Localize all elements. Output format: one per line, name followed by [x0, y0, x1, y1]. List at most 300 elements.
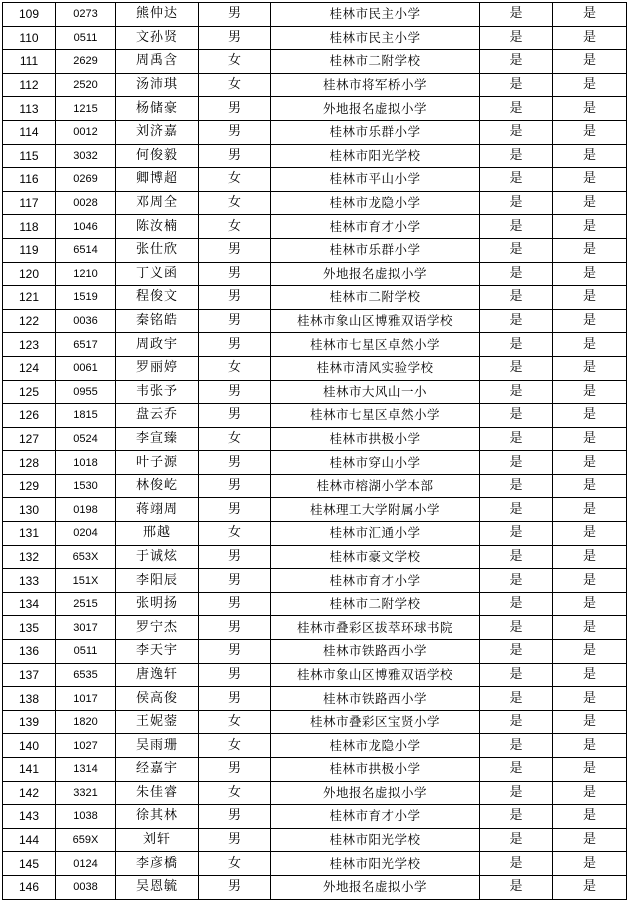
cell-id-code: 3321 — [56, 781, 116, 805]
cell-flag-2: 是 — [553, 3, 627, 27]
cell-gender: 男 — [199, 3, 271, 27]
cell-number: 141 — [3, 758, 56, 782]
cell-flag-1: 是 — [480, 380, 553, 404]
cell-school: 桂林市铁路西小学 — [271, 687, 480, 711]
cell-school: 桂林市乐群小学 — [271, 238, 480, 262]
cell-flag-2: 是 — [553, 852, 627, 876]
cell-flag-1: 是 — [480, 262, 553, 286]
cell-school: 外地报名虚拟小学 — [271, 781, 480, 805]
table-row — [3, 498, 627, 522]
cell-gender: 女 — [199, 168, 271, 192]
cell-number: 138 — [3, 687, 56, 711]
cell-id-code: 653X — [56, 545, 116, 569]
cell-id-code: 0511 — [56, 640, 116, 664]
cell-flag-1: 是 — [480, 451, 553, 475]
cell-number: 128 — [3, 451, 56, 475]
cell-student-name: 程俊文 — [116, 286, 199, 310]
cell-flag-2: 是 — [553, 474, 627, 498]
cell-student-name: 刘济嘉 — [116, 120, 199, 144]
cell-number: 114 — [3, 120, 56, 144]
table-row — [3, 50, 627, 74]
table-row — [3, 734, 627, 758]
cell-id-code: 1815 — [56, 404, 116, 428]
cell-id-code: 1530 — [56, 474, 116, 498]
cell-gender: 女 — [199, 710, 271, 734]
cell-flag-2: 是 — [553, 380, 627, 404]
cell-id-code: 3017 — [56, 616, 116, 640]
cell-flag-2: 是 — [553, 687, 627, 711]
cell-number: 139 — [3, 710, 56, 734]
cell-student-name: 徐其林 — [116, 805, 199, 829]
table-row — [3, 73, 627, 97]
cell-number: 126 — [3, 404, 56, 428]
cell-gender: 男 — [199, 380, 271, 404]
cell-flag-2: 是 — [553, 758, 627, 782]
cell-id-code: 0204 — [56, 522, 116, 546]
cell-number: 112 — [3, 73, 56, 97]
cell-school: 桂林市民主小学 — [271, 26, 480, 50]
cell-flag-2: 是 — [553, 710, 627, 734]
cell-flag-2: 是 — [553, 569, 627, 593]
cell-flag-1: 是 — [480, 3, 553, 27]
cell-number: 133 — [3, 569, 56, 593]
cell-school: 桂林市阳光学校 — [271, 828, 480, 852]
cell-number: 116 — [3, 168, 56, 192]
cell-flag-1: 是 — [480, 309, 553, 333]
cell-student-name: 吴雨珊 — [116, 734, 199, 758]
cell-flag-2: 是 — [553, 663, 627, 687]
cell-id-code: 1018 — [56, 451, 116, 475]
cell-gender: 男 — [199, 309, 271, 333]
cell-student-name: 林俊屹 — [116, 474, 199, 498]
cell-gender: 女 — [199, 522, 271, 546]
cell-school: 桂林市龙隐小学 — [271, 734, 480, 758]
cell-id-code: 0061 — [56, 356, 116, 380]
cell-gender: 男 — [199, 286, 271, 310]
cell-student-name: 蒋翊周 — [116, 498, 199, 522]
cell-flag-2: 是 — [553, 215, 627, 239]
cell-gender: 女 — [199, 215, 271, 239]
cell-student-name: 朱佳睿 — [116, 781, 199, 805]
cell-gender: 男 — [199, 262, 271, 286]
cell-id-code: 0524 — [56, 427, 116, 451]
cell-flag-2: 是 — [553, 120, 627, 144]
cell-gender: 男 — [199, 805, 271, 829]
cell-id-code: 0269 — [56, 168, 116, 192]
cell-number: 142 — [3, 781, 56, 805]
table-row — [3, 380, 627, 404]
cell-id-code: 1314 — [56, 758, 116, 782]
cell-flag-1: 是 — [480, 474, 553, 498]
table-row — [3, 3, 627, 27]
cell-flag-2: 是 — [553, 144, 627, 168]
table-row — [3, 309, 627, 333]
cell-student-name: 盘云乔 — [116, 404, 199, 428]
cell-student-name: 邢越 — [116, 522, 199, 546]
cell-number: 127 — [3, 427, 56, 451]
cell-number: 123 — [3, 333, 56, 357]
cell-gender: 男 — [199, 474, 271, 498]
cell-flag-2: 是 — [553, 781, 627, 805]
cell-number: 118 — [3, 215, 56, 239]
cell-school: 桂林市乐群小学 — [271, 120, 480, 144]
cell-flag-1: 是 — [480, 875, 553, 899]
cell-school: 桂林市阳光学校 — [271, 144, 480, 168]
cell-flag-1: 是 — [480, 404, 553, 428]
cell-flag-1: 是 — [480, 73, 553, 97]
table-row — [3, 569, 627, 593]
cell-school: 桂林市拱极小学 — [271, 758, 480, 782]
cell-school: 桂林市叠彩区拔萃环球书院 — [271, 616, 480, 640]
cell-student-name: 汤沛琪 — [116, 73, 199, 97]
cell-flag-1: 是 — [480, 592, 553, 616]
cell-student-name: 丁义函 — [116, 262, 199, 286]
cell-student-name: 叶子源 — [116, 451, 199, 475]
cell-number: 121 — [3, 286, 56, 310]
cell-flag-1: 是 — [480, 522, 553, 546]
cell-id-code: 0028 — [56, 191, 116, 215]
cell-gender: 男 — [199, 545, 271, 569]
cell-student-name: 韦张予 — [116, 380, 199, 404]
cell-flag-2: 是 — [553, 640, 627, 664]
cell-flag-1: 是 — [480, 286, 553, 310]
cell-gender: 女 — [199, 852, 271, 876]
cell-id-code: 0273 — [56, 3, 116, 27]
cell-number: 143 — [3, 805, 56, 829]
cell-student-name: 王妮蓥 — [116, 710, 199, 734]
cell-number: 109 — [3, 3, 56, 27]
cell-flag-2: 是 — [553, 26, 627, 50]
cell-id-code: 6514 — [56, 238, 116, 262]
cell-student-name: 秦铭皓 — [116, 309, 199, 333]
cell-gender: 男 — [199, 144, 271, 168]
cell-gender: 男 — [199, 569, 271, 593]
table-row — [3, 144, 627, 168]
table-row — [3, 262, 627, 286]
cell-flag-2: 是 — [553, 616, 627, 640]
cell-student-name: 李宣臻 — [116, 427, 199, 451]
cell-id-code: 2515 — [56, 592, 116, 616]
cell-id-code: 3032 — [56, 144, 116, 168]
table-row — [3, 191, 627, 215]
cell-flag-2: 是 — [553, 828, 627, 852]
cell-id-code: 6535 — [56, 663, 116, 687]
table-row — [3, 781, 627, 805]
cell-flag-2: 是 — [553, 522, 627, 546]
cell-school: 桂林市二附学校 — [271, 286, 480, 310]
cell-number: 132 — [3, 545, 56, 569]
cell-id-code: 0012 — [56, 120, 116, 144]
cell-gender: 男 — [199, 26, 271, 50]
cell-flag-1: 是 — [480, 758, 553, 782]
cell-school: 桂林市象山区博雅双语学校 — [271, 663, 480, 687]
cell-school: 桂林市将军桥小学 — [271, 73, 480, 97]
cell-flag-1: 是 — [480, 828, 553, 852]
cell-gender: 女 — [199, 781, 271, 805]
cell-school: 桂林市育才小学 — [271, 805, 480, 829]
cell-id-code: 659X — [56, 828, 116, 852]
cell-flag-1: 是 — [480, 191, 553, 215]
cell-flag-2: 是 — [553, 875, 627, 899]
cell-flag-1: 是 — [480, 238, 553, 262]
table-row — [3, 427, 627, 451]
cell-id-code: 2629 — [56, 50, 116, 74]
cell-school: 桂林市豪文学校 — [271, 545, 480, 569]
cell-flag-1: 是 — [480, 569, 553, 593]
table-row — [3, 616, 627, 640]
cell-flag-2: 是 — [553, 333, 627, 357]
cell-flag-1: 是 — [480, 356, 553, 380]
cell-number: 130 — [3, 498, 56, 522]
table-row — [3, 852, 627, 876]
cell-student-name: 熊仲达 — [116, 3, 199, 27]
cell-number: 140 — [3, 734, 56, 758]
cell-flag-2: 是 — [553, 498, 627, 522]
cell-number: 145 — [3, 852, 56, 876]
cell-student-name: 何俊毅 — [116, 144, 199, 168]
cell-student-name: 邓周全 — [116, 191, 199, 215]
cell-school: 桂林市平山小学 — [271, 168, 480, 192]
cell-number: 113 — [3, 97, 56, 121]
cell-number: 136 — [3, 640, 56, 664]
table-row — [3, 663, 627, 687]
cell-id-code: 0036 — [56, 309, 116, 333]
table-row — [3, 875, 627, 899]
cell-gender: 男 — [199, 451, 271, 475]
cell-school: 桂林市榕湖小学本部 — [271, 474, 480, 498]
cell-school: 桂林市铁路西小学 — [271, 640, 480, 664]
cell-gender: 男 — [199, 333, 271, 357]
cell-id-code: 0511 — [56, 26, 116, 50]
table-row — [3, 828, 627, 852]
cell-gender: 女 — [199, 427, 271, 451]
cell-gender: 男 — [199, 97, 271, 121]
cell-school: 桂林市汇通小学 — [271, 522, 480, 546]
cell-flag-1: 是 — [480, 687, 553, 711]
cell-flag-2: 是 — [553, 545, 627, 569]
student-roster-table — [2, 2, 627, 900]
cell-flag-1: 是 — [480, 215, 553, 239]
cell-flag-1: 是 — [480, 805, 553, 829]
table-row — [3, 805, 627, 829]
cell-flag-1: 是 — [480, 545, 553, 569]
cell-student-name: 张明扬 — [116, 592, 199, 616]
cell-student-name: 罗丽婷 — [116, 356, 199, 380]
cell-school: 桂林市七星区卓然小学 — [271, 404, 480, 428]
cell-student-name: 侯高俊 — [116, 687, 199, 711]
cell-flag-2: 是 — [553, 404, 627, 428]
cell-flag-1: 是 — [480, 781, 553, 805]
cell-school: 外地报名虚拟小学 — [271, 97, 480, 121]
cell-gender: 男 — [199, 616, 271, 640]
cell-gender: 男 — [199, 758, 271, 782]
cell-school: 桂林理工大学附属小学 — [271, 498, 480, 522]
cell-id-code: 6517 — [56, 333, 116, 357]
cell-gender: 男 — [199, 120, 271, 144]
cell-gender: 男 — [199, 663, 271, 687]
cell-school: 外地报名虚拟小学 — [271, 875, 480, 899]
cell-flag-2: 是 — [553, 309, 627, 333]
cell-student-name: 卿博超 — [116, 168, 199, 192]
cell-gender: 女 — [199, 356, 271, 380]
cell-gender: 男 — [199, 498, 271, 522]
cell-number: 111 — [3, 50, 56, 74]
cell-flag-1: 是 — [480, 120, 553, 144]
cell-school: 桂林市拱极小学 — [271, 427, 480, 451]
cell-flag-1: 是 — [480, 852, 553, 876]
cell-number: 144 — [3, 828, 56, 852]
cell-flag-2: 是 — [553, 592, 627, 616]
cell-flag-1: 是 — [480, 498, 553, 522]
cell-id-code: 2520 — [56, 73, 116, 97]
cell-student-name: 李阳辰 — [116, 569, 199, 593]
cell-student-name: 杨储豪 — [116, 97, 199, 121]
cell-student-name: 刘轩 — [116, 828, 199, 852]
cell-number: 135 — [3, 616, 56, 640]
cell-id-code: 1017 — [56, 687, 116, 711]
cell-gender: 女 — [199, 191, 271, 215]
table-row — [3, 545, 627, 569]
cell-number: 117 — [3, 191, 56, 215]
cell-school: 桂林市育才小学 — [271, 569, 480, 593]
cell-number: 119 — [3, 238, 56, 262]
cell-flag-1: 是 — [480, 616, 553, 640]
cell-student-name: 张仕欣 — [116, 238, 199, 262]
cell-school: 桂林市育才小学 — [271, 215, 480, 239]
cell-id-code: 1820 — [56, 710, 116, 734]
cell-id-code: 1038 — [56, 805, 116, 829]
table-row — [3, 120, 627, 144]
cell-student-name: 于诚炫 — [116, 545, 199, 569]
cell-student-name: 李彦橋 — [116, 852, 199, 876]
cell-flag-2: 是 — [553, 734, 627, 758]
cell-flag-1: 是 — [480, 50, 553, 74]
cell-flag-1: 是 — [480, 168, 553, 192]
cell-number: 125 — [3, 380, 56, 404]
table-row — [3, 168, 627, 192]
cell-school: 桂林市大风山一小 — [271, 380, 480, 404]
cell-student-name: 陈汝楠 — [116, 215, 199, 239]
cell-school: 桂林市叠彩区宝贤小学 — [271, 710, 480, 734]
cell-flag-2: 是 — [553, 97, 627, 121]
cell-student-name: 经嘉宇 — [116, 758, 199, 782]
table-row — [3, 474, 627, 498]
cell-flag-1: 是 — [480, 663, 553, 687]
cell-id-code: 1027 — [56, 734, 116, 758]
cell-student-name: 周禹含 — [116, 50, 199, 74]
cell-gender: 男 — [199, 687, 271, 711]
table-row — [3, 758, 627, 782]
cell-flag-2: 是 — [553, 168, 627, 192]
cell-flag-2: 是 — [553, 451, 627, 475]
cell-student-name: 吴恩毓 — [116, 875, 199, 899]
cell-id-code: 0955 — [56, 380, 116, 404]
table-row — [3, 451, 627, 475]
cell-gender: 女 — [199, 734, 271, 758]
cell-flag-1: 是 — [480, 333, 553, 357]
cell-flag-2: 是 — [553, 50, 627, 74]
cell-number: 110 — [3, 26, 56, 50]
cell-flag-2: 是 — [553, 427, 627, 451]
cell-id-code: 0198 — [56, 498, 116, 522]
cell-student-name: 文孙贤 — [116, 26, 199, 50]
cell-gender: 女 — [199, 73, 271, 97]
cell-flag-1: 是 — [480, 734, 553, 758]
cell-student-name: 罗宁杰 — [116, 616, 199, 640]
cell-student-name: 李天宇 — [116, 640, 199, 664]
cell-gender: 男 — [199, 875, 271, 899]
cell-flag-1: 是 — [480, 144, 553, 168]
cell-flag-2: 是 — [553, 286, 627, 310]
cell-school: 桂林市龙隐小学 — [271, 191, 480, 215]
cell-gender: 男 — [199, 238, 271, 262]
cell-gender: 男 — [199, 640, 271, 664]
cell-number: 134 — [3, 592, 56, 616]
cell-number: 120 — [3, 262, 56, 286]
table-row — [3, 640, 627, 664]
cell-gender: 女 — [199, 50, 271, 74]
cell-flag-2: 是 — [553, 805, 627, 829]
cell-flag-1: 是 — [480, 26, 553, 50]
cell-number: 146 — [3, 875, 56, 899]
cell-student-name: 周政宇 — [116, 333, 199, 357]
cell-id-code: 1519 — [56, 286, 116, 310]
cell-gender: 男 — [199, 404, 271, 428]
cell-gender: 男 — [199, 828, 271, 852]
cell-id-code: 1215 — [56, 97, 116, 121]
cell-number: 137 — [3, 663, 56, 687]
table-row — [3, 215, 627, 239]
cell-id-code: 151X — [56, 569, 116, 593]
cell-flag-2: 是 — [553, 73, 627, 97]
cell-school: 桂林市象山区博雅双语学校 — [271, 309, 480, 333]
cell-school: 桂林市清风实验学校 — [271, 356, 480, 380]
cell-id-code: 0038 — [56, 875, 116, 899]
cell-flag-2: 是 — [553, 238, 627, 262]
table-row — [3, 522, 627, 546]
cell-flag-1: 是 — [480, 710, 553, 734]
cell-number: 129 — [3, 474, 56, 498]
table-row — [3, 687, 627, 711]
table-row — [3, 404, 627, 428]
cell-flag-2: 是 — [553, 356, 627, 380]
cell-flag-1: 是 — [480, 640, 553, 664]
table-row — [3, 97, 627, 121]
table-row — [3, 592, 627, 616]
table-row — [3, 286, 627, 310]
cell-flag-1: 是 — [480, 427, 553, 451]
cell-id-code: 1210 — [56, 262, 116, 286]
cell-student-name: 唐逸轩 — [116, 663, 199, 687]
roster-body — [3, 3, 627, 900]
cell-id-code: 0124 — [56, 852, 116, 876]
cell-flag-2: 是 — [553, 191, 627, 215]
cell-flag-2: 是 — [553, 262, 627, 286]
table-row — [3, 710, 627, 734]
cell-gender: 男 — [199, 592, 271, 616]
table-row — [3, 238, 627, 262]
cell-number: 115 — [3, 144, 56, 168]
cell-number: 131 — [3, 522, 56, 546]
table-row — [3, 26, 627, 50]
cell-flag-1: 是 — [480, 97, 553, 121]
cell-school: 桂林市七星区卓然小学 — [271, 333, 480, 357]
cell-school: 桂林市民主小学 — [271, 3, 480, 27]
cell-school: 外地报名虚拟小学 — [271, 262, 480, 286]
cell-number: 122 — [3, 309, 56, 333]
cell-number: 124 — [3, 356, 56, 380]
cell-id-code: 1046 — [56, 215, 116, 239]
